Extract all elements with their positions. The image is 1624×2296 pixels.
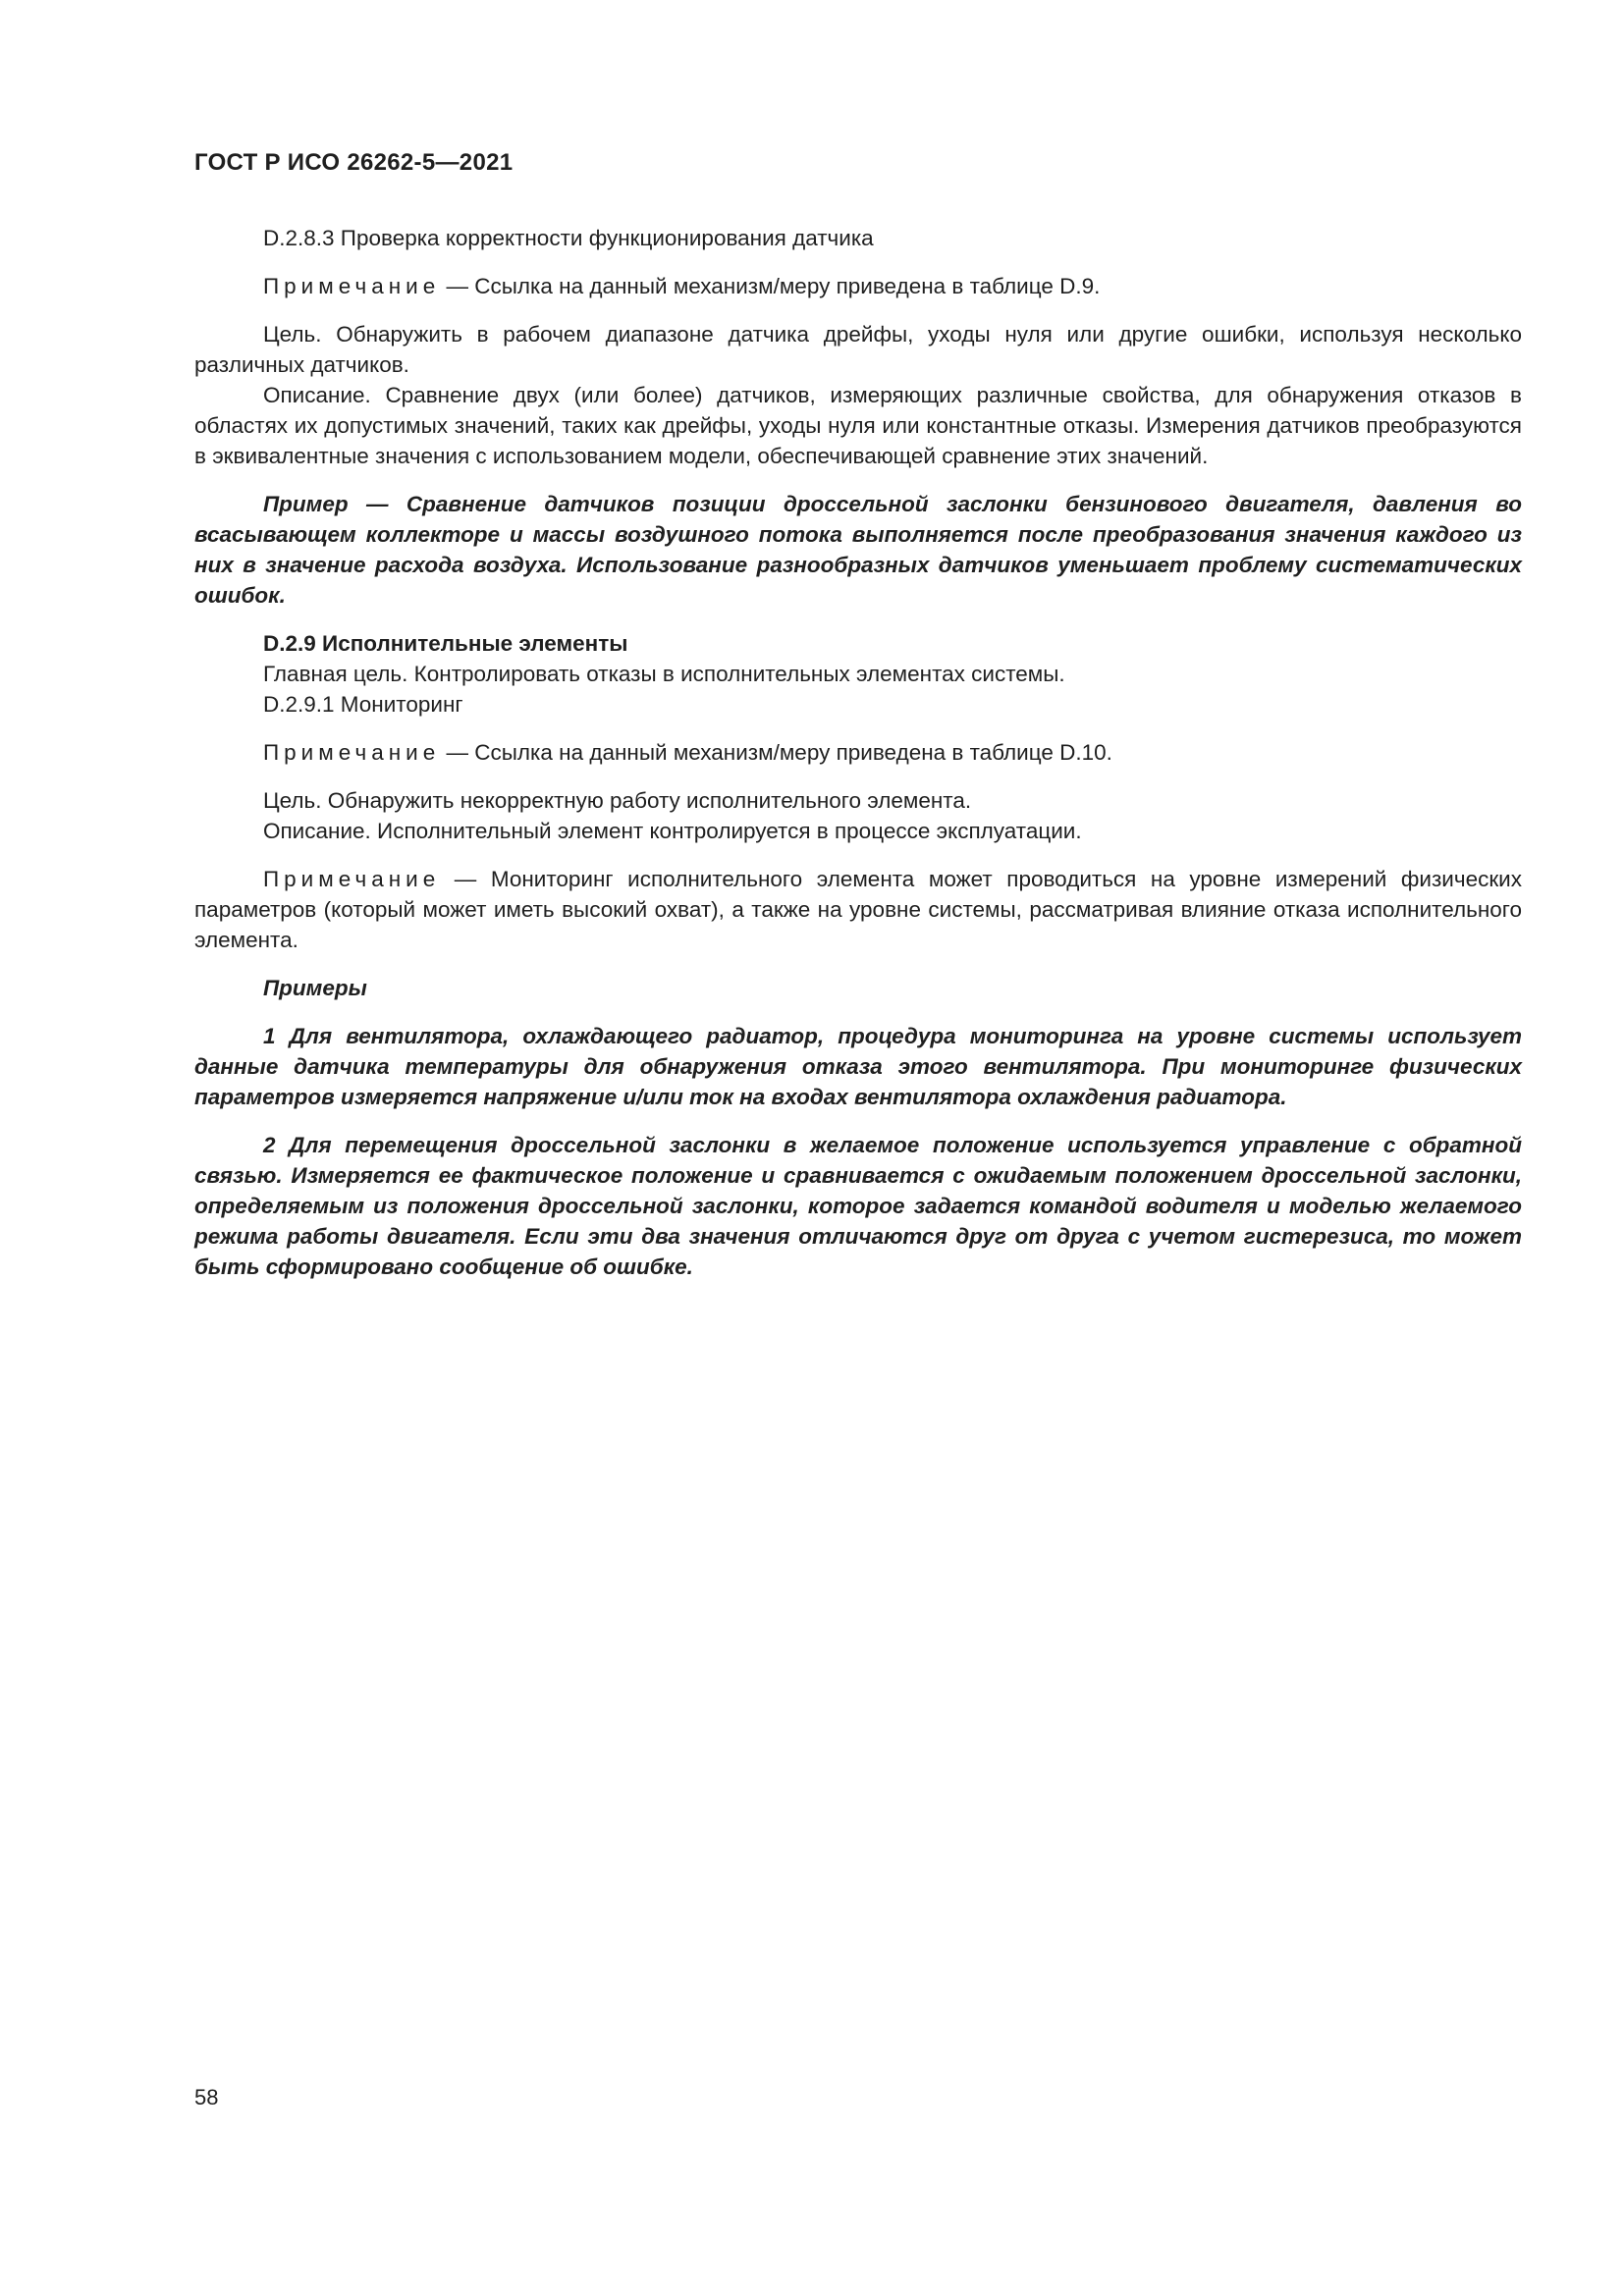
paragraph-main-goal: Главная цель. Контролировать отказы в исполнительных элементах системы. (263, 662, 1065, 686)
paragraph-description-1: Описание. Сравнение двух (или более) датчиков, измеряющих различные свойства, для обнаружения отказов в областях их допустимых значений, таких как дрейфы, уходы нуля или константные отказы. Измерения датчиков преобразуются в эквивалентные значения с использованием модели, обеспечивающей сравнение этих значений. (194, 383, 1522, 468)
note-text: — Ссылка на данный механизм/меру приведена в таблице D.9. (440, 274, 1101, 298)
page-number: 58 (194, 2085, 219, 2109)
note-label: Примечание (263, 274, 441, 298)
note-1 (194, 271, 1522, 301)
example-2-paragraph: 2 Для перемещения дроссельной заслонки в желаемое положение используется управление с обратной связью. Измеряется ее фактическое положение и сравнивается с ожидаемым положением дроссельной заслонки, определяемым из положения дроссельной заслонки, которое задается командой водителя и моделью желаемого режима работы двигателя. Если эти два значения отличаются друг от друга с учетом гистерезиса, то может быть сформировано сообщение об ошибке. (194, 1133, 1522, 1279)
document-code-header: ГОСТ Р ИСО 26262-5—2021 (194, 149, 514, 176)
examples-heading: Примеры (263, 976, 367, 1000)
section-d29-heading: D.2.9 Исполнительные элементы (263, 631, 628, 656)
note-text: — Ссылка на данный механизм/меру приведена в таблице D.10. (440, 740, 1112, 765)
note-text: — Мониторинг исполнительного элемента может проводиться на уровне измерений физических параметров (который может иметь высокий охват), а также на уровне системы, рассматривая влияние отказа исполнительного элемента. (194, 867, 1522, 952)
example-1-paragraph: 1 Для вентилятора, охлаждающего радиатор, процедура мониторинга на уровне системы использует данные датчика температуры для обнаружения отказа этого вентилятора. При мониторинге физических параметров измеряется напряжение и/или ток на входах вентилятора охлаждения радиатора. (194, 1024, 1522, 1109)
example-paragraph: Пример — Сравнение датчиков позиции дроссельной заслонки бензинового двигателя, давления во всасывающем коллекторе и массы воздушного потока выполняется после преобразования значения каждого из них в значение расхода воздуха. Использование разнообразных датчиков уменьшает проблему систематических ошибок. (194, 492, 1522, 608)
paragraph-purpose-1: Цель. Обнаружить в рабочем диапазоне датчика дрейфы, уходы нуля или другие ошибки, используя несколько различных датчиков. (194, 322, 1522, 377)
paragraph-purpose-2: Цель. Обнаружить некорректную работу исполнительного элемента. (263, 788, 972, 813)
document-body (194, 223, 1522, 1282)
note-3 (194, 864, 1522, 955)
subsection-d291-title: D.2.9.1 Мониторинг (263, 692, 463, 717)
paragraph-description-2: Описание. Исполнительный элемент контролируется в процессе эксплуатации. (263, 819, 1082, 843)
note-2 (194, 737, 1522, 768)
note-label: Примечание (263, 740, 441, 765)
note-label: Примечание (263, 867, 441, 891)
subsection-d283-title: D.2.8.3 Проверка корректности функционирования датчика (263, 226, 874, 250)
